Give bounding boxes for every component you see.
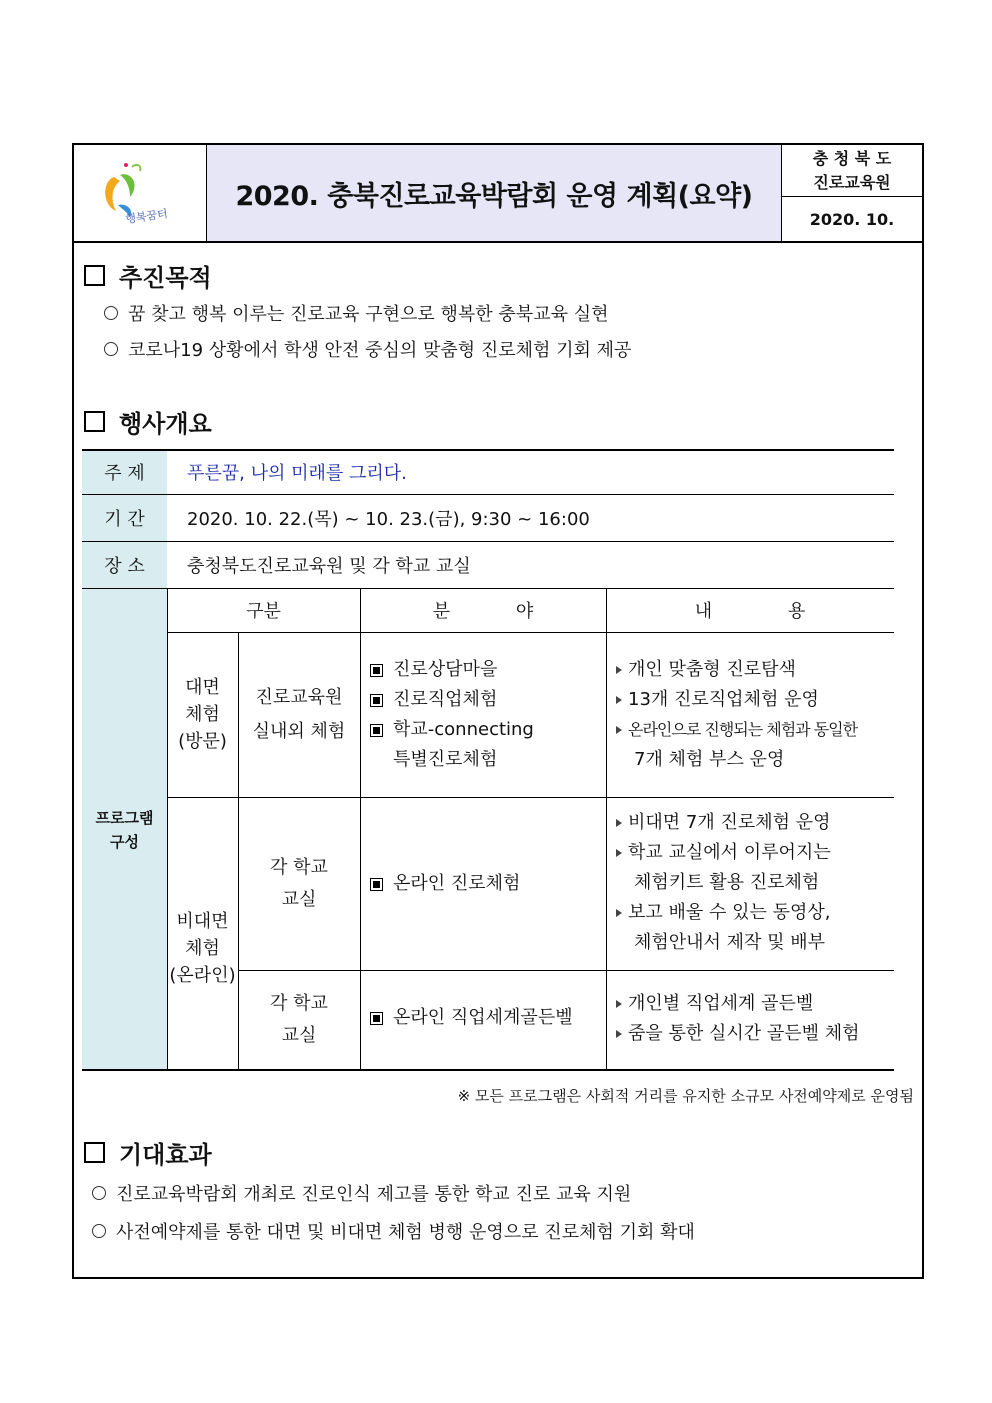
program-label-line: 구성 <box>110 832 139 851</box>
triangle-bullet-icon <box>616 1000 622 1008</box>
field-text: 특별진로체험 <box>393 749 498 770</box>
table-rule <box>82 449 894 451</box>
section-heading: 기대효과 <box>119 1141 212 1169</box>
online-field <box>360 970 606 1070</box>
circle-bullet-icon <box>92 1186 106 1200</box>
content-item <box>616 808 894 838</box>
place-line: 각 학교 <box>270 993 328 1014</box>
type-line: (방문) <box>178 731 227 752</box>
logo <box>74 145 207 241</box>
square-bullet-icon <box>370 878 383 891</box>
checkbox-square-icon <box>84 411 105 432</box>
org-line-2: 진로교육원 <box>813 172 891 192</box>
type-line: (온라인) <box>169 965 236 986</box>
list-item <box>104 336 631 362</box>
triangle-bullet-icon <box>616 696 622 704</box>
triangle-bullet-icon <box>616 819 622 827</box>
online-contents <box>606 797 894 970</box>
content-item <box>616 838 894 868</box>
col-field: 분 야 <box>432 601 534 622</box>
theme-value: 푸른꿈, 나의 미래를 그리다. <box>187 462 407 484</box>
list-item-text: 진로교육박람회 개최로 진로인식 제고를 통한 학교 진로 교육 지원 <box>116 1184 632 1205</box>
place-label: 장 소 <box>82 541 167 588</box>
square-bullet-icon <box>370 664 383 677</box>
table-rule <box>82 1069 894 1071</box>
checkbox-square-icon <box>84 265 105 286</box>
program-label-line: 프로그램 <box>95 808 154 827</box>
content-text: 체험안내서 제작 및 배부 <box>634 932 826 953</box>
checkbox-square-icon <box>84 1142 105 1163</box>
offline-type <box>167 632 238 797</box>
content-text: 개인 맞춤형 진로탐색 <box>628 659 796 680</box>
circle-bullet-icon <box>104 306 118 320</box>
triangle-bullet-icon <box>616 666 622 674</box>
content-item <box>616 928 894 958</box>
field-text: 학교-connecting <box>393 719 534 740</box>
circle-bullet-icon <box>92 1224 106 1238</box>
content-item <box>616 868 894 898</box>
table-rule <box>606 588 607 1071</box>
online-field <box>360 797 606 970</box>
content-text: 줌을 통한 실시간 골든벨 체험 <box>628 1023 860 1044</box>
content-text: 비대면 7개 진로체험 운영 <box>628 812 831 833</box>
type-line: 체험 <box>185 938 220 959</box>
online-type <box>167 797 238 1070</box>
section-heading: 추진목적 <box>119 264 212 292</box>
square-bullet-icon <box>370 694 383 707</box>
place-line: 교실 <box>281 1025 317 1046</box>
content-item <box>616 655 894 685</box>
field-item <box>370 745 606 775</box>
type-line: 체험 <box>185 704 220 725</box>
content-text: 13개 진로직업체험 운영 <box>628 689 819 710</box>
table-rule <box>167 797 894 798</box>
type-line: 대면 <box>185 677 220 698</box>
content-text: 체험키트 활용 진로체험 <box>634 872 820 893</box>
col-category: 구분 <box>246 601 281 622</box>
place-line: 진로교육원 <box>255 686 343 708</box>
place-line: 실내외 체험 <box>252 720 346 742</box>
content-text: 개인별 직업세계 골든벨 <box>628 993 814 1014</box>
square-bullet-icon <box>370 724 383 737</box>
field-item <box>370 1003 606 1033</box>
field-text: 온라인 진로체험 <box>393 873 521 894</box>
triangle-bullet-icon <box>616 849 622 857</box>
triangle-bullet-icon <box>616 909 622 917</box>
field-item <box>370 869 606 899</box>
online-place <box>238 970 360 1070</box>
field-text: 진로상담마을 <box>393 659 498 680</box>
document-header <box>74 145 922 243</box>
triangle-bullet-icon <box>616 1030 622 1038</box>
field-item <box>370 655 606 685</box>
content-text: 학교 교실에서 이루어지는 <box>628 842 831 863</box>
circle-bullet-icon <box>104 342 118 356</box>
offline-contents <box>606 632 894 797</box>
field-item <box>370 715 606 745</box>
list-item <box>104 300 608 326</box>
table-rule <box>167 588 168 1071</box>
table-rule <box>82 494 894 495</box>
logo-icon <box>74 145 207 241</box>
content-item <box>616 1019 894 1049</box>
table-rule <box>238 970 894 971</box>
col-content: 내 용 <box>694 601 806 622</box>
content-item <box>616 715 894 745</box>
place-line: 각 학교 <box>270 856 328 878</box>
period-value: 2020. 10. 22.(목) ~ 10. 23.(금), 9:30 ~ 16:00 <box>187 508 590 530</box>
list-item-text: 사전예약제를 통한 대면 및 비대면 체험 병행 운영으로 진로체험 기회 확대 <box>116 1222 695 1243</box>
field-text: 온라인 직업세계골든벨 <box>393 1007 573 1028</box>
table-rule <box>82 588 894 589</box>
list-item <box>92 1218 695 1244</box>
offline-place <box>238 632 360 797</box>
table-rule <box>360 588 361 1071</box>
organization <box>782 145 922 197</box>
table-rule <box>82 541 894 542</box>
section-overview <box>84 404 212 439</box>
org-line-1: 충 청 북 도 <box>812 148 892 168</box>
logo-text: 행복꿈터 <box>124 207 169 226</box>
content-item <box>616 745 894 775</box>
place-value: 충청북도진로교육원 및 각 학교 교실 <box>187 555 471 577</box>
content-item <box>616 898 894 928</box>
table-rule <box>238 632 239 1071</box>
list-item-text: 코로나19 상황에서 학생 안전 중심의 맞춤형 진로체험 기회 제공 <box>128 340 632 361</box>
table-rule <box>167 632 894 633</box>
page-title: 2020. 충북진로교육박람회 운영 계획(요약) <box>207 145 782 241</box>
theme-label: 주 제 <box>82 449 167 494</box>
overview-table <box>82 449 894 1071</box>
content-item <box>616 685 894 715</box>
square-bullet-icon <box>370 1012 383 1025</box>
type-line: 비대면 <box>176 911 229 932</box>
content-item <box>616 989 894 1019</box>
section-heading: 행사개요 <box>119 410 212 438</box>
field-item <box>370 685 606 715</box>
online-contents <box>606 970 894 1070</box>
offline-fields <box>360 632 606 797</box>
content-text: 온라인으로 진행되는 체험과 동일한 <box>628 720 858 739</box>
list-item-text: 꿈 찾고 행복 이루는 진로교육 구현으로 행복한 충북교육 실현 <box>128 304 609 325</box>
list-item <box>92 1180 631 1206</box>
place-line: 교실 <box>281 888 317 910</box>
content-text: 7개 체험 부스 운영 <box>634 749 785 770</box>
program-label <box>82 588 167 1071</box>
triangle-bullet-icon <box>616 726 622 734</box>
section-purpose <box>84 258 212 293</box>
online-place <box>238 797 360 970</box>
period-label: 기 간 <box>82 494 167 541</box>
section-effects <box>84 1135 212 1170</box>
document-date: 2020. 10. <box>809 209 895 229</box>
field-text: 진로직업체험 <box>393 689 498 710</box>
content-text: 보고 배울 수 있는 동영상, <box>628 902 831 923</box>
footnote: ※ 모든 프로그램은 사회적 거리를 유지한 소규모 사전예약제로 운영됨 <box>457 1087 914 1105</box>
